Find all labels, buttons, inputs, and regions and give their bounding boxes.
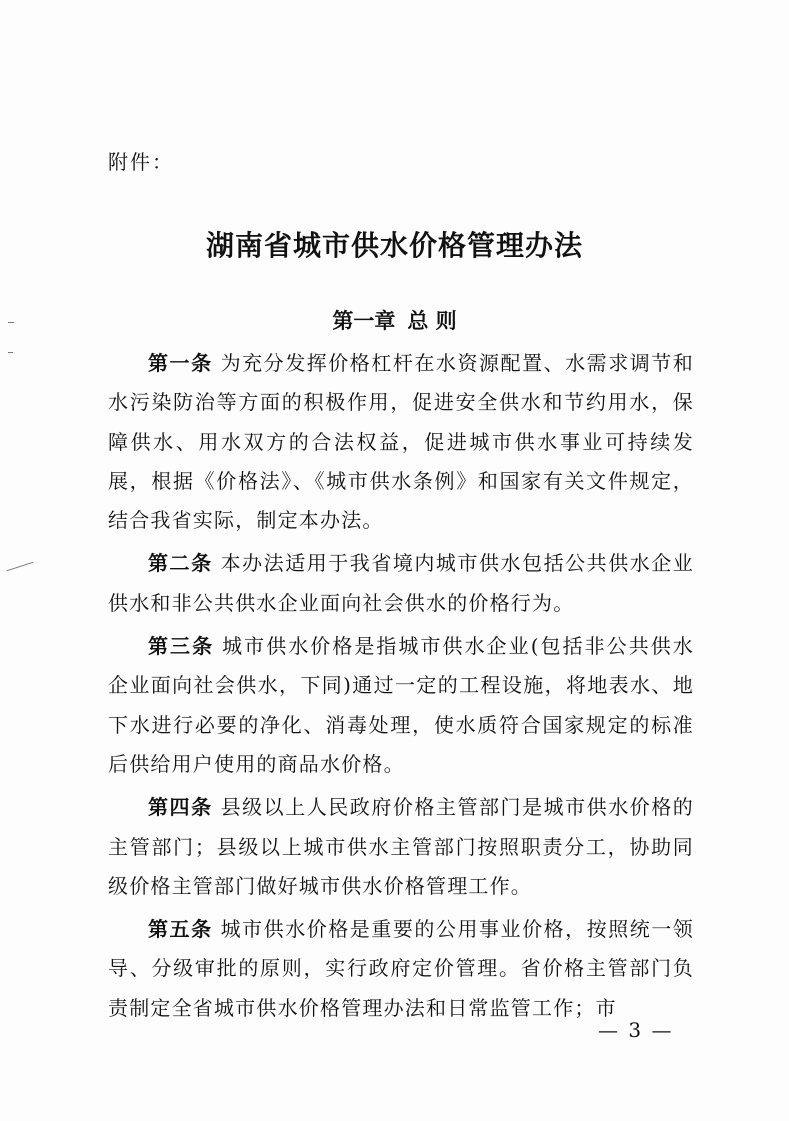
attachment-label: 附件： bbox=[108, 150, 174, 174]
article-text: 本办法适用于我省境内城市供水包括公共供水企业供水和非公共供水企业面向社会供水的价格行为。 bbox=[108, 551, 694, 615]
article-text: 县级以上人民政府价格主管部门是城市供水价格的主管部门；县级以上城市供水主管部门按照职责分工，协助同级价格主管部门做好城市供水价格管理工作。 bbox=[108, 795, 694, 898]
margin-mark bbox=[8, 352, 13, 353]
article-number: 第一条 bbox=[148, 351, 213, 375]
chapter-heading bbox=[0, 305, 789, 335]
article-text: 城市供水价格是重要的公用事业价格，按照统一领导、分级审批的原则，实行政府定价管理。省价格主管部门负责制定全省城市供水价格管理办法和日常监管工作；市 bbox=[108, 917, 694, 1020]
article-number: 第五条 bbox=[148, 917, 213, 942]
document-title: 湖南省城市供水价格管理办法 bbox=[205, 229, 583, 262]
chapter-name: 总 则 bbox=[407, 309, 457, 333]
article-text: 城市供水价格是指城市供水企业(包括非公共供水企业面向社会供水，下同)通过一定的工程设施，将地表水、地下水进行必要的净化、消毒处理，使水质符合国家规定的标准后供给用户使用的商品水价格。 bbox=[108, 634, 694, 776]
document-body bbox=[108, 344, 694, 1032]
article-number: 第二条 bbox=[148, 551, 213, 576]
article bbox=[108, 544, 694, 623]
chapter-number: 第一章 bbox=[332, 309, 396, 333]
article-number: 第三条 bbox=[148, 634, 215, 659]
page-number: — 3 — bbox=[598, 1018, 674, 1042]
margin-mark bbox=[7, 562, 34, 572]
article bbox=[108, 627, 694, 784]
article bbox=[108, 344, 694, 540]
article bbox=[108, 910, 694, 1028]
article bbox=[108, 788, 694, 906]
article-text: 为充分发挥价格杠杆在水资源配置、水需求调节和水污染防治等方面的积极作用，促进安全供水和节约用水，保障供水、用水双方的合法权益，促进城市供水事业可持续发展，根据《价格法》、《城市供水条例》和国家有关文件规定，结合我省实际，制定本办法。 bbox=[108, 351, 694, 533]
article-number: 第四条 bbox=[148, 795, 213, 820]
